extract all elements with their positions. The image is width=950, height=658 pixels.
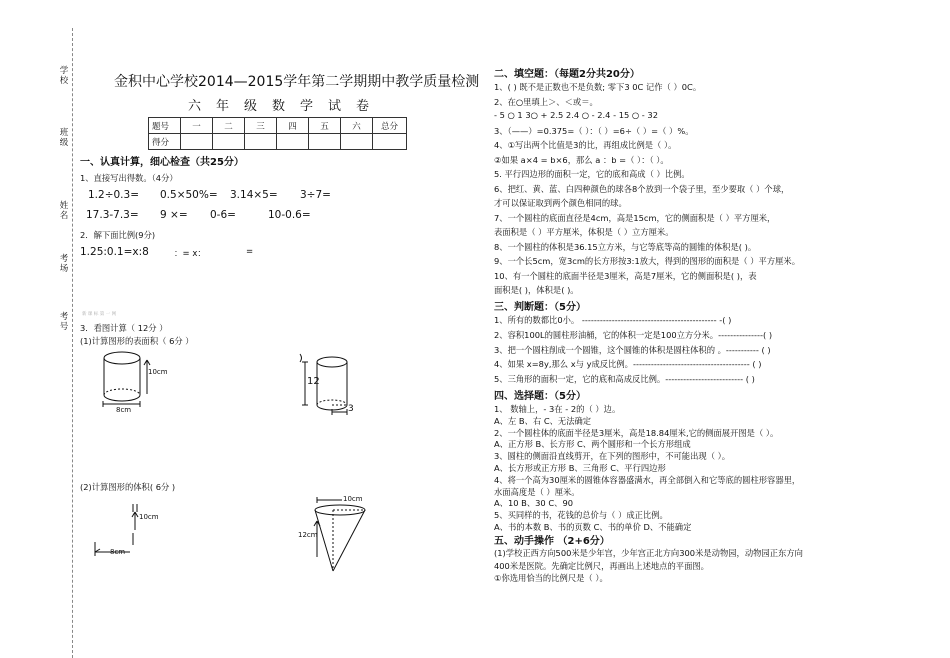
q3-heading: 3．看图计算（ 12分 ） bbox=[80, 323, 168, 333]
question-line: 5、三角形的面积一定，它的底和高成反比例。-------------------------- ( ) bbox=[494, 374, 755, 385]
calc-item: 10-0.6= bbox=[268, 209, 311, 221]
exam-title: 金积中心学校2014—2015学年第二学期期中教学质量检测 bbox=[114, 74, 480, 90]
proportion-item: = bbox=[246, 247, 254, 257]
fig4-diameter-label: 10cm bbox=[343, 495, 363, 503]
side-label-room: 考场 bbox=[59, 254, 69, 274]
score-cell: 二 bbox=[213, 118, 245, 134]
section5-title: 五、动手操作 （2+6分） bbox=[494, 536, 610, 547]
score-cell: 五 bbox=[309, 118, 341, 134]
question-line: 1、所有的数都比0小。 --------------------------------------------- -( ) bbox=[494, 315, 732, 325]
question-line: 9、一个长5cm，宽3cm的长方形按3:1放大，得到的图形的面积是（ ）平方厘米。 bbox=[494, 256, 801, 266]
question-line: A、左 B、右 C、无法确定 bbox=[494, 415, 592, 426]
question-line: 3、圆柱的侧面沿直线剪开，在下列的图形中，不可能出现（ ）。 bbox=[494, 451, 731, 462]
question-line: 4、①写出两个比值是3的比，再组成比例是（ ）。 bbox=[494, 140, 677, 150]
cone-figure bbox=[314, 497, 365, 571]
question-line: 水面高度是（ ）厘米。 bbox=[494, 486, 580, 497]
section1-title: 一、认真计算，细心检查（共25分） bbox=[80, 157, 244, 168]
question-line: 5. 平行四边形的面积一定，它的底和高成（ ）比例。 bbox=[494, 169, 690, 179]
proportion-item: ：= x： bbox=[174, 249, 206, 259]
calc-item: 0.5×50%= bbox=[160, 189, 218, 201]
question-line: A、长方形或正方形 B、三角形 C、平行四边形 bbox=[494, 463, 666, 473]
question-line: ①你选用恰当的比例尺是（ ）。 bbox=[494, 573, 608, 583]
calc-item: 9 ×= bbox=[160, 209, 188, 221]
side-label-name: 姓名 bbox=[59, 201, 69, 221]
fig1-height-label: 10cm bbox=[148, 368, 168, 376]
fig1-width-label: 8cm bbox=[116, 406, 132, 414]
q3-part-b: (2)计算图形的体积( 6分 ) bbox=[80, 482, 176, 492]
q1-heading: 1、直接写出得数。（4分） bbox=[80, 173, 178, 183]
question-line: 8、一个圆柱的体积是36.15立方米，与它等底等高的圆锥的体积是( )。 bbox=[494, 241, 757, 252]
calc-item: 0-6= bbox=[210, 209, 236, 221]
question-line: 7、一个圆柱的底面直径是4cm，高是15cm，它的侧面积是（ ）平方厘米， bbox=[494, 212, 776, 223]
calc-item: 17.3-7.3= bbox=[86, 209, 139, 221]
question-line: - 5 ○ 1 3○ + 2.5 2.4 ○ - 2.4 - 15 ○ - 32 bbox=[494, 110, 658, 120]
score-cell: 一 bbox=[181, 118, 213, 134]
question-line: 400米是医院。先确定比例尺，再画出上述地点的平面图。 bbox=[494, 560, 709, 571]
fig4-height-label: 12cm bbox=[298, 531, 318, 539]
calc-item: 3÷7= bbox=[300, 189, 331, 201]
score-cell: 三 bbox=[245, 118, 277, 134]
side-label-school: 学校 bbox=[59, 66, 69, 86]
question-line: 才可以保证取到两个颜色相同的球。 bbox=[494, 198, 627, 208]
question-line: A、书的本数 B、书的页数 C、书的单价 D、不能确定 bbox=[494, 522, 692, 532]
fig2-width-label: 3 bbox=[348, 404, 354, 414]
question-line: 10、有一个圆柱的底面半径是3厘米，高是7厘米，它的侧面积是( )，表 bbox=[494, 270, 757, 281]
fig3-height-label: 10cm bbox=[139, 513, 159, 521]
score-cell: 四 bbox=[277, 118, 309, 134]
question-line: 5、买同样的书，花钱的总价与（ ）成正比例。 bbox=[494, 510, 668, 521]
exam-subtitle: 六年级数学试卷 bbox=[188, 99, 385, 114]
section2-title: 二、填空题：（每题2分共20分） bbox=[494, 69, 640, 80]
watermark-text: 新 课 标 第 一 网 bbox=[82, 312, 117, 317]
fig3-width-label: 8cm bbox=[110, 548, 126, 556]
fig2-height-label: 12 bbox=[307, 376, 320, 387]
question-line: 表面积是（ ）平方厘米，体积是（ ）立方厘米。 bbox=[494, 227, 674, 237]
score-cell: 六 bbox=[341, 118, 373, 134]
question-line: 2、一个圆柱体的底面半径是3厘米，高是18.84厘米,它的侧面展开图是（ ）。 bbox=[494, 427, 779, 438]
question-line: A、10 B、30 C、90 bbox=[494, 498, 573, 509]
question-line: 3、把一个圆柱削成一个圆锥，这个圆锥的体积是圆柱体积的 。----------- ( ) bbox=[494, 344, 771, 355]
q3-part-a: (1)计算图形的表面积（ 6分 ） bbox=[80, 336, 194, 346]
question-line: 4、将一个高为30厘米的圆锥体容器盛满水，再全部倒入和它等底的圆柱形容器里， bbox=[494, 474, 801, 485]
question-line: 1、( ) 既不是正数也不是负数; 零下3 0C 记作（ ）0C。 bbox=[494, 82, 702, 92]
question-line: ②如果 a×4 = b×6，那么 a ：b =（ ）：（ ）。 bbox=[494, 154, 669, 165]
question-line: 6、把红、黄、蓝、白四种颜色的球各8个放到一个袋子里，至少要取（ ）个球， bbox=[494, 183, 790, 194]
proportion-item: 1.25:0.1=x:8 bbox=[80, 246, 149, 258]
question-line: 面积是( )，体积是( )。 bbox=[494, 285, 579, 295]
question-line: 1、 数轴上，- 3在 - 2的（ ）边。 bbox=[494, 404, 621, 414]
score-cell: 题号 bbox=[149, 118, 181, 134]
question-line: 3、（——）=0.375=（ ）：（ ）=6÷（ ）=（ ）%。 bbox=[494, 125, 694, 136]
score-cell: 得分 bbox=[149, 134, 181, 150]
section3-title: 三、判断题：（5分） bbox=[494, 302, 586, 313]
question-line: 2、在○里填上＞、＜或＝。 bbox=[494, 96, 598, 107]
question-line: (1)学校正西方向500米是少年宫，少年宫正北方向300米是动物园，动物园正东方向 bbox=[494, 548, 803, 558]
score-cell: 总分 bbox=[373, 118, 407, 134]
calc-item: 3.14×5= bbox=[230, 189, 278, 201]
section4-title: 四、选择题：（5分） bbox=[494, 391, 586, 402]
q2-heading: 2．解下面比例(9分) bbox=[80, 230, 156, 240]
question-line: A、正方形 B、长方形 C、两个圆形和一个长方形组成 bbox=[494, 439, 691, 450]
side-label-number: 考号 bbox=[59, 312, 69, 332]
question-line: 4、如果 x=8y,那么 x与 y成反比例。--------------------------------------- ( ) bbox=[494, 359, 762, 370]
side-label-class: 班级 bbox=[59, 128, 69, 148]
question-line: 2、容积100L的圆柱形油桶，它的体积一定是100立方分米。---------------( ) bbox=[494, 329, 773, 340]
cylinder-figure bbox=[103, 352, 150, 407]
calc-item: 1.2÷0.3= bbox=[88, 189, 139, 201]
